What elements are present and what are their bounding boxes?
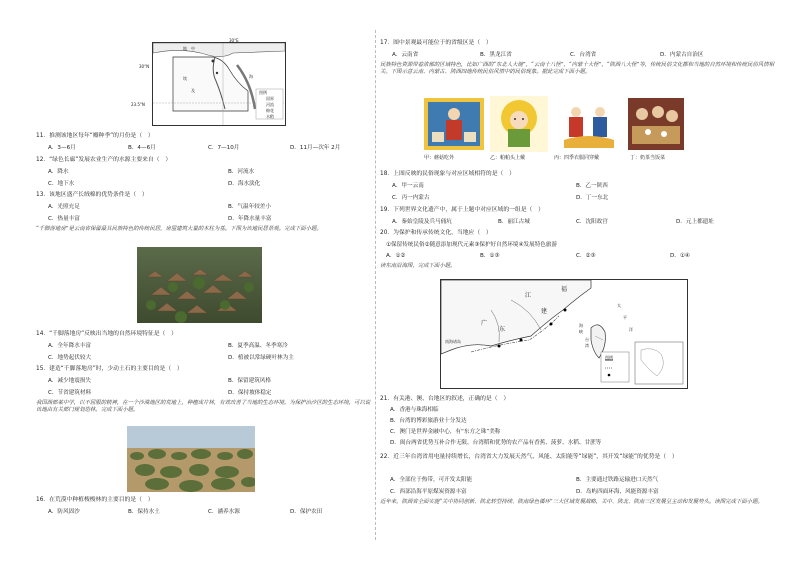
q20-option-b[interactable]: B．①③ <box>480 253 500 259</box>
q11-stem: 11．推测该地区每年“瓣种季”的月份是（ ） <box>36 133 154 139</box>
map-lat-30: 30°N <box>139 64 150 69</box>
q17-option-a[interactable]: A．云南省 <box>392 52 419 58</box>
q14-option-c[interactable]: C．地势起伏较大 <box>48 355 92 361</box>
q22-stem: 22．近三年台湾省用电量持续增长，台湾省大力发展天然气、风能、太阳能等“绿能”，其开发“绿能”的优势是（ ） <box>380 454 678 460</box>
map2-label-hai: 海 <box>579 323 583 328</box>
map-label-4: 海 <box>249 74 253 79</box>
folk-picture-b <box>490 96 548 152</box>
egypt-map <box>131 38 286 126</box>
q17-option-c[interactable]: C．台湾省 <box>570 52 597 58</box>
map2-label-tai: 台 <box>585 337 589 342</box>
q20-option-a[interactable]: A．①② <box>386 253 406 259</box>
q20-stem: 20．为保护和传承传统文化，当地应（ ） <box>380 230 492 236</box>
q14-option-d[interactable]: D．植被以常绿硬叶林为主 <box>228 355 294 361</box>
map2-label-taiping-3: 洋 <box>629 327 633 332</box>
q12-option-c[interactable]: C．地下水 <box>48 181 75 187</box>
legend-title: 图例 <box>259 90 267 95</box>
intro-paragraph-3: 民族特色资源带着浓郁的区域特色，比如广西的“东北人大链”，“云南十八怪”，“内蒙十大怪”，“陕西八大怪”等，传统民俗文化都和当地的自然环境和传统民俗风情相关。下图示意云南、内蒙古、陕西四地传统民俗风情中的民俗现象。据此完成下面小题。 <box>380 62 775 75</box>
map-label-2: 埃 <box>183 76 187 81</box>
q19-option-d[interactable]: D．元上都遗址 <box>676 219 714 225</box>
map2-label-wan: 湾 <box>585 343 589 348</box>
q20-option-c[interactable]: C．②③ <box>576 253 596 259</box>
map2-label-fu: 福 <box>561 286 568 293</box>
q19-stem: 19．下列世界文化遗产中，属于上题中对应区域的一组是（ ） <box>380 207 544 213</box>
southeast-coast-map <box>440 279 688 389</box>
q14-stem: 14．“千脚落地房”反映出当地的自然环境特征是（ ） <box>36 331 177 337</box>
q13-option-b[interactable]: B．气温年较差小 <box>228 204 271 210</box>
q21-stem: 21．有关港、澳、台地区的叙述，正确的是（ ） <box>380 396 510 402</box>
q18-option-b[interactable]: B．乙一陕西 <box>576 183 608 189</box>
q12-stem: 12．“绿色长廊”发展农业生产的水源主要来自（ ） <box>36 157 172 163</box>
intro-paragraph-5: 近年来，陕西省全面实施“关中协同创新、陕北转型持续、陕南绿色循环”三大区域发展战略，关中、陕北、陕南三区发展呈主动和发展势头。读图完成下面小题。 <box>380 499 763 505</box>
map2-label-legend: 图例 <box>605 355 613 360</box>
q16-option-c[interactable]: C．涵养水源 <box>208 509 240 515</box>
column-divider <box>375 30 376 540</box>
folk-picture-a <box>424 98 484 150</box>
q21-option-d[interactable]: D．闽台两省优势互补合作无限，台湾稻和优势的农产品有香蕉、菠萝、水稻、甘蔗等 <box>390 440 602 446</box>
q15-option-a[interactable]: A．减少地震损失 <box>48 378 91 384</box>
desert-forest-photo <box>127 426 255 492</box>
q14-option-a[interactable]: A．全年降水丰富 <box>48 343 91 349</box>
q22-option-c[interactable]: C．西部沿海平原煤炭资源丰富 <box>390 489 467 495</box>
q13-option-c[interactable]: C．热量丰富 <box>48 216 80 222</box>
folk-picture-d <box>628 98 684 150</box>
caption-a: 甲：蘑菇吃外 <box>424 155 455 161</box>
q11-option-b[interactable]: B．4—6月 <box>128 145 156 151</box>
q20-statements: ①保留传统民俗②随意添加现代元素③保护好自然环境④发展特色旅游 <box>386 242 558 248</box>
map-lat-top: 30°E <box>229 38 239 43</box>
map-label-1: 中 <box>191 46 195 51</box>
q11-option-a[interactable]: A．3—6月 <box>48 145 76 151</box>
q14-option-b[interactable]: B．夏季高温、冬季寒冷 <box>228 343 288 349</box>
intro-paragraph-4: 读东南沿海图，完成下面小题。 <box>380 263 456 269</box>
q13-option-d[interactable]: D．年降水量丰富 <box>228 216 272 222</box>
legend-item-3: 水稻 <box>266 114 274 119</box>
q13-option-a[interactable]: A．光照充足 <box>48 204 80 210</box>
q16-option-a[interactable]: A．防风固沙 <box>48 509 80 515</box>
map2-label-dong: 东 <box>499 326 506 333</box>
map2-label-nanhai: 南海诸岛 <box>445 339 461 344</box>
map-lat-23: 23.5°N <box>131 102 145 107</box>
q18-option-c[interactable]: C．丙一内蒙古 <box>392 195 430 201</box>
intro-paragraph-1: “千脚落地房”是云南省保留最具民族特色的传统民居，房屋建筑大量的木柱为基。下图为该地民居景观。完成下面小题。 <box>36 226 322 232</box>
q16-option-b[interactable]: B．保持水土 <box>128 509 160 515</box>
q18-option-d[interactable]: D．丁一东北 <box>576 195 609 201</box>
caption-d: 丁：奶茶当饭菜 <box>630 155 666 161</box>
q15-stem: 15．建造“千脚落地房”时，少动土石的主要目的是（ ） <box>36 366 183 372</box>
map-label-3: 及 <box>191 88 195 93</box>
legend-item-1: 河流 <box>266 102 274 107</box>
q15-option-d[interactable]: D．保持坡体稳定 <box>228 390 272 396</box>
q18-stem: 18．上图反映的民俗现象与对应区域相符的是（ ） <box>380 171 515 177</box>
q21-option-b[interactable]: B．台湾的博彩旅游业十分发达 <box>390 418 467 424</box>
q20-option-d[interactable]: D．①④ <box>670 253 690 259</box>
q19-option-b[interactable]: B．丽江古城 <box>498 219 530 225</box>
legend-item-2: 棉花 <box>266 108 274 113</box>
q21-option-a[interactable]: A．香港与珠海相临 <box>390 407 439 413</box>
caption-c: 丙：四季衣服同穿戴 <box>554 155 600 161</box>
q12-option-b[interactable]: B．河流水 <box>228 169 255 175</box>
map2-label-jiang: 江 <box>525 292 532 299</box>
q22-option-a[interactable]: A．全部位于热带，可开发太阳能 <box>390 477 473 483</box>
q17-option-d[interactable]: D．内蒙古自治区 <box>660 52 704 58</box>
q17-stem: 17．图中景观最可能位于的省级区是（ ） <box>380 40 492 46</box>
q12-option-d[interactable]: D．海水淡化 <box>228 181 261 187</box>
map2-label-jian: 建 <box>541 308 548 315</box>
q11-option-d[interactable]: D．11月—次年 2月 <box>290 145 341 151</box>
q15-option-b[interactable]: B．保留建筑风格 <box>228 378 271 384</box>
map2-label-taiping-2: 平 <box>623 315 627 320</box>
q13-stem: 13．该地区盛产长绒棉的优势条件是（ ） <box>36 192 148 198</box>
caption-b: 乙：帕帕头上戴 <box>490 155 526 161</box>
q19-option-a[interactable]: A．秦始皇陵及兵马俑坑 <box>392 219 452 225</box>
q16-stem: 16．在荒漠中种植梭梭林的主要目的是（ ） <box>36 497 154 503</box>
intro-paragraph-2: 我国西部某中学，以不屈服的精神，在一个沙漠地区的荒地上，种植成片林，有效改善了当地的生态环境。为保护治沙区的生态环境，可以说该地由有关部门规划造林。完成下面小题。 <box>36 400 371 413</box>
q16-option-d[interactable]: D．保护农田 <box>290 509 323 515</box>
q15-option-c[interactable]: C．节省建筑材料 <box>48 390 92 396</box>
q21-option-c[interactable]: C．澳门是世界金融中心，有“东方之珠”美称 <box>390 429 501 435</box>
map2-label-guang: 广 <box>481 320 488 327</box>
q22-option-b[interactable]: B．主要通过铁路运输进口天然气 <box>576 477 659 483</box>
q12-option-a[interactable]: A．降水 <box>48 169 69 175</box>
village-photo <box>137 247 262 323</box>
q22-option-d[interactable]: D．岛屿四面环海，风能资源丰富 <box>576 489 659 495</box>
map2-label-xia: 峡 <box>579 329 583 334</box>
map-label-0: 地 <box>183 46 187 51</box>
q18-option-a[interactable]: A．甲一云南 <box>392 183 424 189</box>
q11-option-c[interactable]: C．7—10月 <box>208 145 240 151</box>
folk-picture-c <box>558 100 620 150</box>
map2-label-taiping-1: 太 <box>617 303 621 308</box>
q19-option-c[interactable]: C．沈阳故宫 <box>576 219 608 225</box>
legend-item-0: 国界 <box>266 96 274 101</box>
q17-option-b[interactable]: B．黑龙江省 <box>480 52 512 58</box>
